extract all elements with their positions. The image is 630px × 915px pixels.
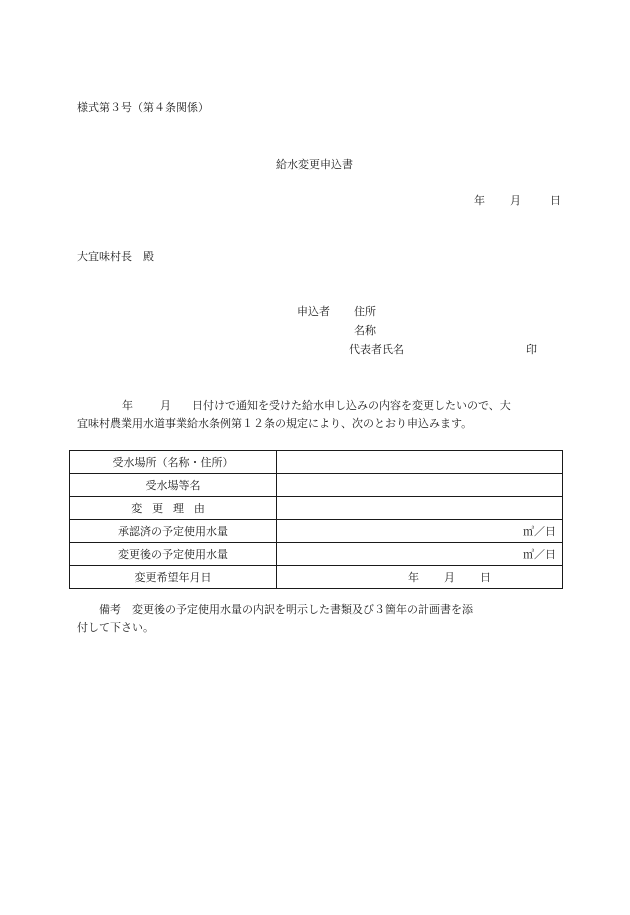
applicant-representative-label: 代表者氏名	[349, 343, 404, 356]
applicant-address-label: 住所	[354, 305, 376, 318]
document-title: 給水変更申込書	[276, 158, 353, 171]
request-statement	[77, 397, 567, 433]
date-month-label: 月	[510, 194, 521, 207]
body-month-label: 月	[160, 399, 171, 412]
desired-date-year: 年	[408, 571, 419, 584]
remarks	[77, 601, 557, 637]
row-label-desired-date: 変更希望年月日	[70, 566, 277, 589]
request-statement-line-2: 宜味村農業用水道事業給水条例第１２条の規定により、次のとおり申込みます。	[77, 417, 473, 430]
table-row	[70, 451, 563, 474]
desired-date-month: 月	[444, 571, 455, 584]
table-row	[70, 474, 563, 497]
desired-date-day: 日	[480, 571, 491, 584]
addressee-name: 大宜味村長	[77, 250, 132, 263]
facility-name-field[interactable]	[277, 474, 563, 497]
table-row	[70, 497, 563, 520]
date-year-label: 年	[474, 194, 485, 207]
addressee-honorific: 殿	[143, 250, 154, 263]
receiving-location-field[interactable]	[277, 451, 563, 474]
row-label-new-usage: 変更後の予定使用水量	[70, 543, 277, 566]
remarks-label: 備考	[99, 603, 121, 616]
form-number: 様式第３号（第４条関係）	[77, 101, 209, 114]
body-line-1-text: 日付けで通知を受けた給水申し込みの内容を変更したいので、大	[192, 399, 511, 412]
seal-mark: 印	[526, 343, 537, 356]
row-label-facility-name: 受水場等名	[70, 474, 277, 497]
request-statement-line-1	[77, 397, 567, 415]
table-row	[70, 566, 563, 589]
table-row	[70, 543, 563, 566]
desired-date-field[interactable]	[277, 566, 563, 589]
remarks-line-1-text: 変更後の予定使用水量の内訳を明示した書類及び３箇年の計画書を添	[132, 603, 473, 616]
date-day-label: 日	[550, 194, 561, 207]
applicant-label: 申込者	[297, 305, 330, 318]
table-row	[70, 520, 563, 543]
submission-date-line	[474, 194, 561, 208]
row-label-receiving-location: 受水場所（名称・住所）	[70, 451, 277, 474]
body-year-label: 年	[122, 399, 133, 412]
row-label-approved-usage: 承認済の予定使用水量	[70, 520, 277, 543]
remarks-line-2: 付して下さい。	[77, 621, 154, 634]
change-reason-field[interactable]	[277, 497, 563, 520]
change-details-table	[69, 450, 563, 589]
row-label-change-reason: 変更理由	[70, 497, 277, 520]
applicant-name-label: 名称	[354, 324, 376, 337]
approved-usage-field[interactable]: ㎥／日	[277, 520, 563, 543]
new-usage-field[interactable]: ㎥／日	[277, 543, 563, 566]
addressee	[77, 250, 154, 264]
remarks-line-1	[77, 601, 557, 619]
